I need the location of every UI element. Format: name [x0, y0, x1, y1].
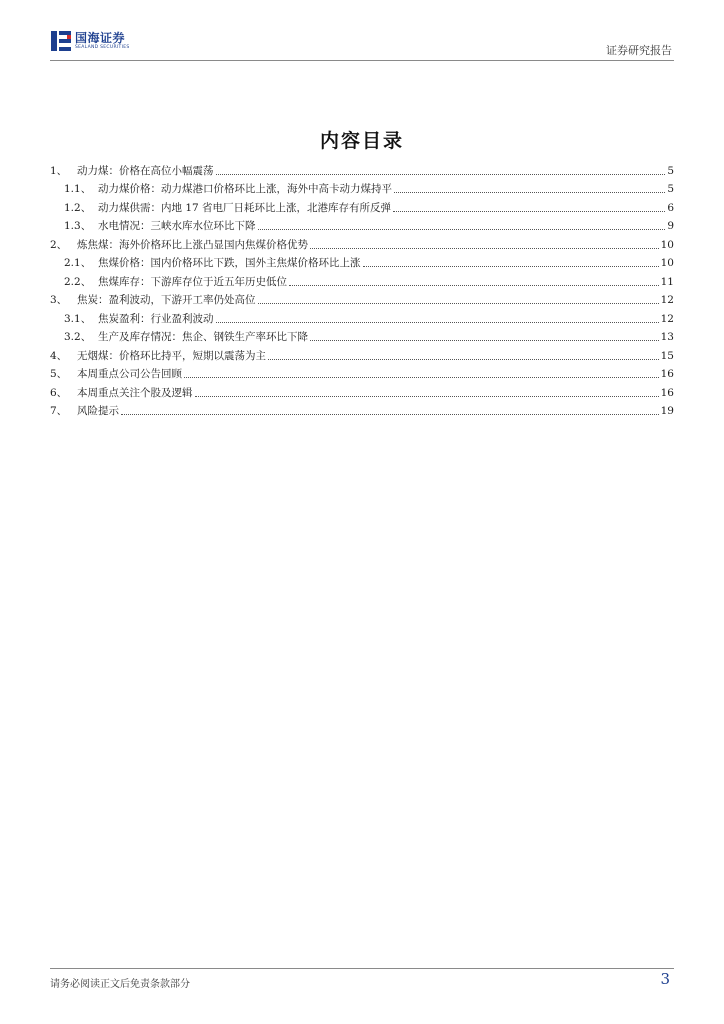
page-header	[50, 28, 674, 61]
toc-entry-page: 16	[660, 386, 674, 399]
toc-entry-1-2[interactable]	[50, 196, 674, 215]
toc-entry-text: 焦煤价格：国内价格环比下跌，国外主焦煤价格环比上涨	[98, 257, 361, 269]
company-logo	[50, 30, 130, 52]
toc-entry-number: 3.2、	[64, 331, 92, 343]
toc-entry-number: 5、	[50, 368, 68, 380]
toc-leader-dots	[310, 328, 659, 341]
toc-entry-3-2[interactable]	[50, 326, 674, 345]
disclaimer-note: 请务必阅读正文后免责条款部分	[50, 979, 190, 990]
toc-leader-dots	[310, 236, 659, 249]
toc-entry-6[interactable]	[50, 381, 674, 400]
toc-entry-number: 2、	[50, 238, 68, 251]
toc-entry-page: 5	[667, 164, 674, 177]
toc-entry-page: 19	[660, 405, 674, 417]
toc-entry-4[interactable]	[50, 344, 674, 363]
toc-entry-page: 10	[660, 238, 674, 251]
toc-entry-page: 9	[667, 220, 674, 232]
toc-entry-text: 动力煤：价格在高位小幅震荡	[77, 164, 214, 177]
toc-title: 内容目录	[319, 130, 404, 152]
toc-entry-page: 13	[660, 331, 674, 343]
table-of-contents	[50, 159, 674, 418]
toc-entry-7[interactable]	[50, 400, 674, 419]
toc-entry-text: 生产及库存情况：焦企、钢铁生产率环比下降	[98, 331, 308, 343]
toc-entry-page: 10	[660, 257, 674, 269]
toc-entry-number: 1.2、	[64, 201, 92, 214]
toc-entry-number: 1、	[50, 164, 68, 177]
toc-leader-dots	[394, 180, 665, 193]
toc-entry-number: 1.1、	[64, 183, 92, 195]
toc-leader-dots	[258, 217, 666, 230]
toc-entry-5[interactable]	[50, 363, 674, 382]
toc-entry-page: 15	[660, 349, 674, 362]
toc-entry-text: 焦炭：盈利波动，下游开工率仍处高位	[77, 294, 256, 306]
toc-entry-1-3[interactable]	[50, 215, 674, 234]
toc-leader-dots	[268, 347, 659, 360]
page-footer	[50, 968, 674, 991]
toc-entry-text: 本周重点关注个股及逻辑	[77, 386, 193, 399]
toc-leader-dots	[184, 365, 659, 378]
toc-entry-1[interactable]	[50, 159, 674, 178]
toc-leader-dots	[258, 291, 659, 304]
toc-entry-number: 4、	[50, 349, 68, 362]
toc-entry-page: 6	[667, 201, 674, 214]
toc-entry-text: 风险提示	[77, 405, 119, 417]
toc-entry-number: 2.2、	[64, 275, 92, 288]
toc-entry-text: 焦煤库存：下游库存位于近五年历史低位	[98, 275, 287, 288]
toc-entry-2[interactable]	[50, 233, 674, 252]
toc-leader-dots	[216, 310, 659, 323]
toc-entry-page: 12	[660, 312, 674, 325]
toc-entry-number: 3.1、	[64, 312, 92, 325]
toc-entry-2-2[interactable]	[50, 270, 674, 289]
toc-entry-number: 2.1、	[64, 257, 92, 269]
toc-entry-text: 焦炭盈利：行业盈利波动	[98, 312, 214, 325]
toc-entry-text: 动力煤供需：内地 17 省电厂日耗环比上涨，北港库存有所反弹	[98, 201, 392, 214]
toc-entry-page: 12	[660, 294, 674, 306]
toc-leader-dots	[216, 162, 666, 175]
page-number: 3	[660, 970, 670, 988]
toc-entry-number: 1.3、	[64, 220, 92, 232]
toc-leader-dots	[121, 402, 659, 415]
toc-entry-3[interactable]	[50, 289, 674, 308]
toc-entry-page: 11	[660, 275, 674, 288]
toc-entry-number: 6、	[50, 386, 68, 399]
logo-chinese-name: 国海证券	[75, 30, 126, 45]
logo-english-name: SEALAND SECURITIES	[75, 44, 130, 50]
sealand-logo-icon	[50, 30, 72, 52]
toc-entry-text: 本周重点公司公告回顾	[77, 368, 182, 380]
toc-entry-text: 水电情况：三峡水库水位环比下降	[98, 220, 256, 232]
toc-entry-number: 7、	[50, 405, 68, 417]
toc-leader-dots	[363, 254, 659, 267]
toc-entry-text: 动力煤价格：动力煤港口价格环比上涨，海外中高卡动力煤持平	[98, 183, 392, 195]
toc-entry-text: 炼焦煤：海外价格环比上涨凸显国内焦煤价格优势	[77, 238, 308, 251]
toc-entry-page: 5	[667, 183, 674, 195]
toc-leader-dots	[195, 384, 659, 397]
toc-leader-dots	[393, 199, 665, 212]
toc-entry-2-1[interactable]	[50, 252, 674, 271]
toc-entry-1-1[interactable]	[50, 178, 674, 197]
toc-entry-3-1[interactable]	[50, 307, 674, 326]
toc-entry-text: 无烟煤：价格环比持平，短期以震荡为主	[77, 349, 266, 362]
toc-entry-number: 3、	[50, 294, 68, 306]
report-type-label: 证券研究报告	[606, 44, 672, 57]
toc-leader-dots	[289, 273, 659, 286]
toc-entry-page: 16	[660, 368, 674, 380]
